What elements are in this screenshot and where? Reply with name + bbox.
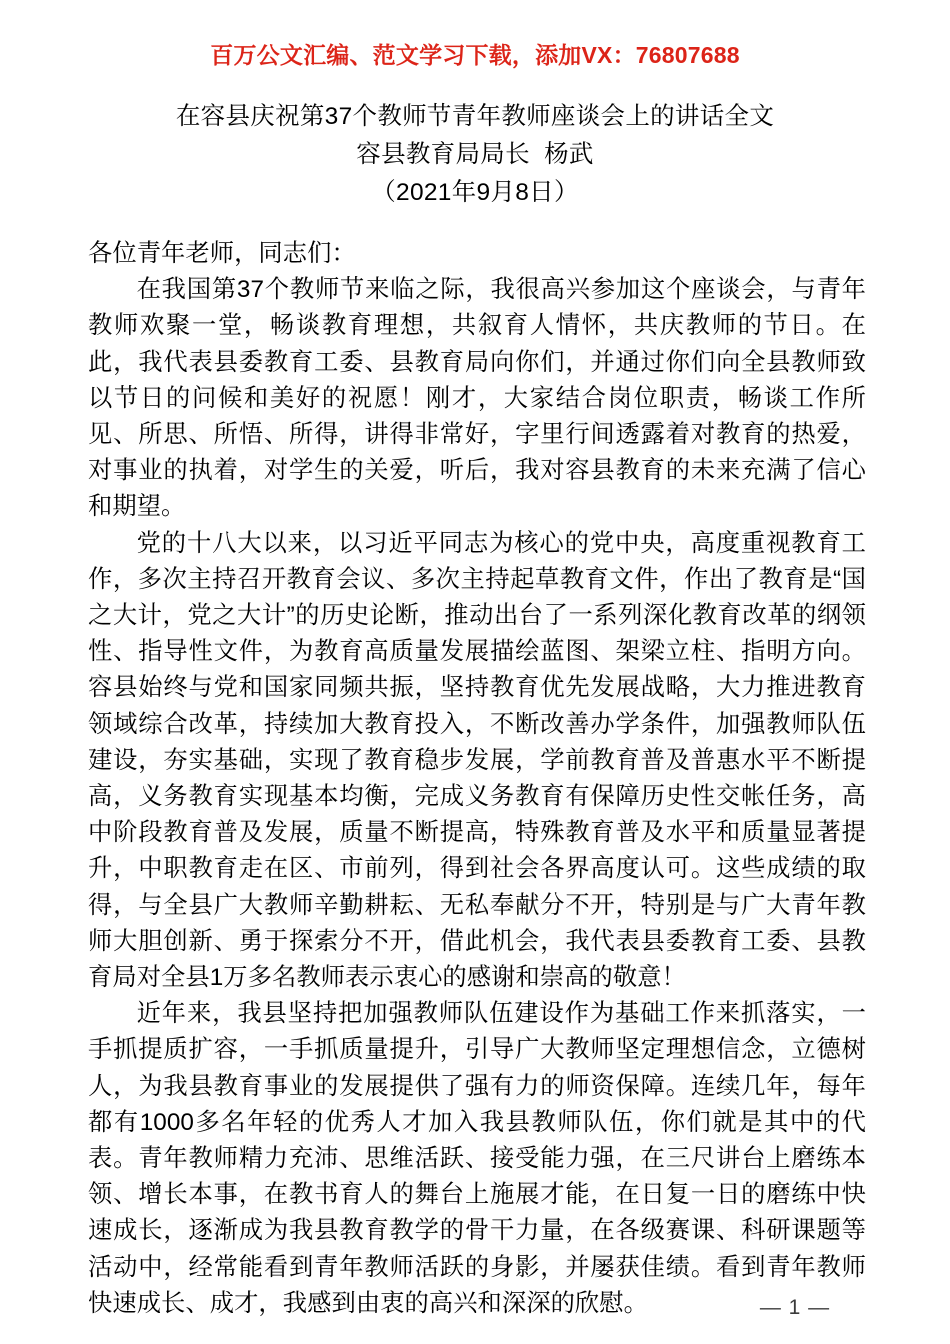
promo-banner-text: 百万公文汇编、范文学习下载，添加VX：76807688 [210,42,740,68]
page-title: 在容县庆祝第37个教师节青年教师座谈会上的讲话全文 [175,103,775,130]
salutation-line: 各位青年老师，同志们： [88,240,356,267]
document-author: 容县教育局局长 杨武 [356,141,594,168]
document-date: （2021年9月8日） [371,179,579,206]
body-paragraph: 在我国第37个教师节来临之际，我很高兴参加这个座谈会，与青年教师欢聚一堂，畅谈教育理想，共叙育人情怀，共庆教师的节日。在此，我代表县委教育工委、县教育局向你们，并通过你们向全县教师致以节日的问候和美好的祝愿！刚才，大家结合岗位职责，畅谈工作所见、所思、所悟、所得，讲得非常好，字里行间透露着对教育的热爱，对事业的执着，对学生的关爱，听后，我对容县教育的未来充满了信心和期望。 [88,276,866,521]
document-body [88,236,866,1322]
title-block [0,98,950,212]
body-paragraph: 党的十八大以来，以习近平同志为核心的党中央，高度重视教育工作，多次主持召开教育会议、多次主持起草教育文件，作出了教育是“国之大计，党之大计”的历史论断，推动出台了一系列深化教育改革的纲领性、指导性文件，为教育高质量发展描绘蓝图、架梁立柱、指明方向。容县始终与党和国家同频共振，坚持教育优先发展战略，大力推进教育领域综合改革，持续加大教育投入，不断改善办学条件，加强教师队伍建设，夯实基础，实现了教育稳步发展，学前教育普及普惠水平不断提高，义务教育实现基本均衡，完成义务教育有保障历史性交帐任务，高中阶段教育普及发展，质量不断提高，特殊教育普及水平和质量显著提升，中职教育走在区、市前列，得到社会各界高度认可。这些成绩的取得，与全县广大教师辛勤耕耘、无私奉献分不开，特别是与广大青年教师大胆创新、勇于探索分不开，借此机会，我代表县委教育工委、县教育局对全县1万多名教师表示衷心的感谢和崇高的敬意！ [88,529,866,992]
page-footer [0,1296,950,1320]
page-number: — 1 — [759,1296,831,1319]
body-paragraph: 近年来，我县坚持把加强教师队伍建设作为基础工作来抓落实，一手抓提质扩容，一手抓质量提升，引导广大教师坚定理想信念，立德树人，为我县教育事业的发展提供了强有力的师资保障。连续几年，每年都有1000多名年轻的优秀人才加入我县教师队伍，你们就是其中的代表。青年教师精力充沛、思维活跃、接受能力强，在三尺讲台上磨练本领、增长本事，在教书育人的舞台上施展才能，在日复一日的磨练中快速成长，逐渐成为我县教育教学的骨干力量，在各级赛课、科研课题等活动中，经常能看到青年教师活跃的身影，并屡获佳绩。看到青年教师快速成长、成才，我感到由衷的高兴和深深的欣慰。 [88,1000,866,1317]
